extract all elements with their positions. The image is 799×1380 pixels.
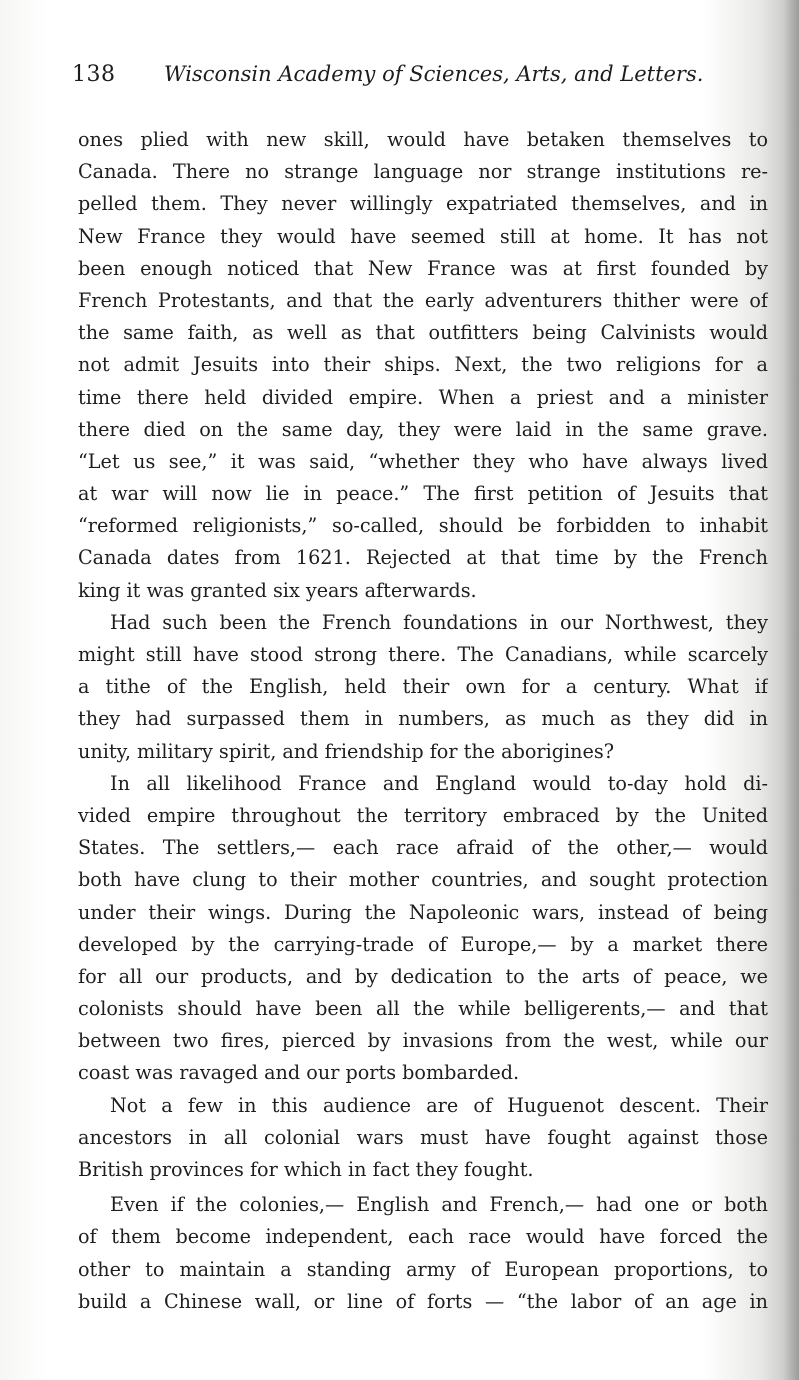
page-edge-shadow [783,0,799,1380]
text-line: colonists should have been all the while belligerents,— and that [78,997,768,1021]
text-line: under their wings. During the Napoleonic wars, instead of being [78,900,768,924]
text-line: Even if the colonies,— English and French,— had one or both [110,1193,768,1217]
paragraph [78,1090,768,1187]
page-number: 138 [72,62,116,87]
text-line: “reformed religionists,” so-called, should be forbidden to inhabit [78,514,768,538]
text-line: States. The settlers,— each race afraid of the other,— would [78,836,768,860]
text-line: not admit Jesuits into their ships. Next, the two religions for a [78,353,768,377]
paragraph [78,124,768,607]
text-line: In all likelihood France and England would to-day hold di- [110,771,768,795]
text-line: both have clung to their mother countries, and sought protection [78,868,768,892]
text-line: build a Chinese wall, or line of forts — “the labor of an age in [78,1289,768,1313]
paragraph [78,768,768,1090]
text-line: between two fires, pierced by invasions from the west, while our [78,1029,768,1053]
text-line: ancestors in all colonial wars must have fought against those [78,1125,768,1149]
paragraph [78,607,768,768]
text-line: unity, military spirit, and friendship for the aborigines? [78,739,615,763]
text-line: ones plied with new skill, would have betaken themselves to [78,128,768,151]
paragraph [78,1189,768,1318]
text-line: the same faith, as well as that outfitters being Calvinists would [78,321,768,345]
text-line: vided empire throughout the territory embraced by the United [78,803,768,827]
text-line: Canada dates from 1621. Rejected at that time by the French [78,546,768,570]
page-header [72,62,772,102]
text-line: king it was granted six years afterwards. [78,578,477,602]
text-line: they had surpassed them in numbers, as much as they did in [78,707,768,731]
text-line: Had such been the French foundations in our Northwest, they [110,610,768,634]
text-line: for all our products, and by dedication to the arts of peace, we [78,964,768,988]
text-line: might still have stood strong there. The Canadians, while scarcely [78,643,768,666]
text-line: coast was ravaged and our ports bombarded. [78,1061,520,1085]
text-line: French Protestants, and that the early adventurers thither were of [78,288,768,312]
text-line: developed by the carrying-trade of Europe,— by a market there [78,932,768,956]
text-line: a tithe of the English, held their own for a century. What if [78,675,768,699]
text-line: Not a few in this audience are of Huguenot descent. Their [110,1093,768,1117]
text-line: British provinces for which in fact they fought. [78,1158,534,1181]
text-line: of them become independent, each race would have forced the [78,1225,768,1249]
text-line: at war will now lie in peace.” The first petition of Jesuits that [78,482,768,506]
text-line: time there held divided empire. When a priest and a minister [78,385,768,409]
text-line: there died on the same day, they were laid in the same grave. [78,417,768,441]
text-line: Canada. There no strange language nor strange institutions re- [78,160,768,184]
running-title: Wisconsin Academy of Sciences, Arts, and Letters. [164,62,704,86]
text-line: New France they would have seemed still at home. It has not [78,224,768,248]
text-line: other to maintain a standing army of European proportions, to [78,1257,768,1281]
body-text [78,124,768,1318]
text-line: pelled them. They never willingly expatriated themselves, and in [78,192,768,216]
text-line: been enough noticed that New France was at first founded by [78,256,768,280]
text-line: “Let us see,” it was said, “whether they who have always lived [78,449,768,473]
